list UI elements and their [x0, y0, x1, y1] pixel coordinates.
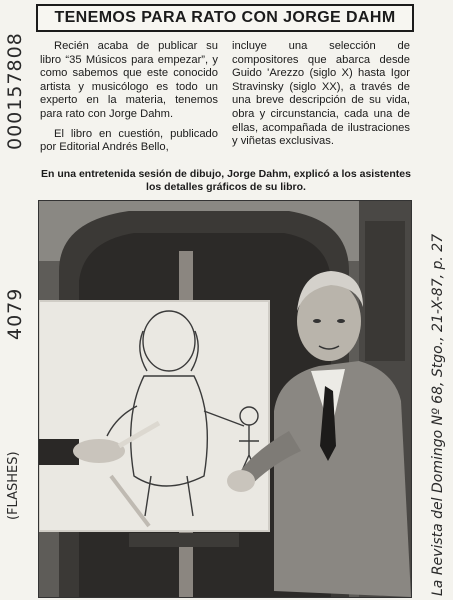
article-column-right	[232, 40, 410, 155]
section-tag: (FLASHES)	[6, 451, 21, 520]
article-paragraph: Recién acaba de publicar su libro “35 Músicos para empezar”, y como sabemos que este conocido artista y musicólogo es todo un experto en la materia, tenemos para rato con Jorge Dahm.	[40, 40, 218, 120]
source-note: La Revista del Domingo Nº 68, Stgo., 21-X-87, p. 27	[430, 233, 446, 596]
headline: TENEMOS PARA RATO CON JORGE DAHM	[54, 9, 396, 26]
article-paragraph: incluye una selección de compositores que abarca desde Guido 'Arezzo (siglo X) hasta Igor Stravinsky (siglo XX), a través de una breve descripción de su vida, obra y circunstancia, cada una de ellas, acompañada de ilustraciones y viñetas exclusivas.	[232, 40, 410, 148]
archive-code: 000157808	[4, 32, 26, 150]
headline-box	[36, 4, 414, 32]
photo-illustration	[39, 201, 411, 597]
newspaper-clipping	[26, 0, 426, 600]
photograph	[38, 200, 412, 598]
photo-caption: En una entretenida sesión de dibujo, Jorge Dahm, explicó a los asistentes los detalles gráficos de su libro.	[41, 168, 411, 193]
archive-number: 4079	[4, 287, 26, 340]
article-column-left	[40, 40, 218, 161]
article-paragraph: El libro en cuestión, publicado por Editorial Andrés Bello,	[40, 127, 218, 154]
